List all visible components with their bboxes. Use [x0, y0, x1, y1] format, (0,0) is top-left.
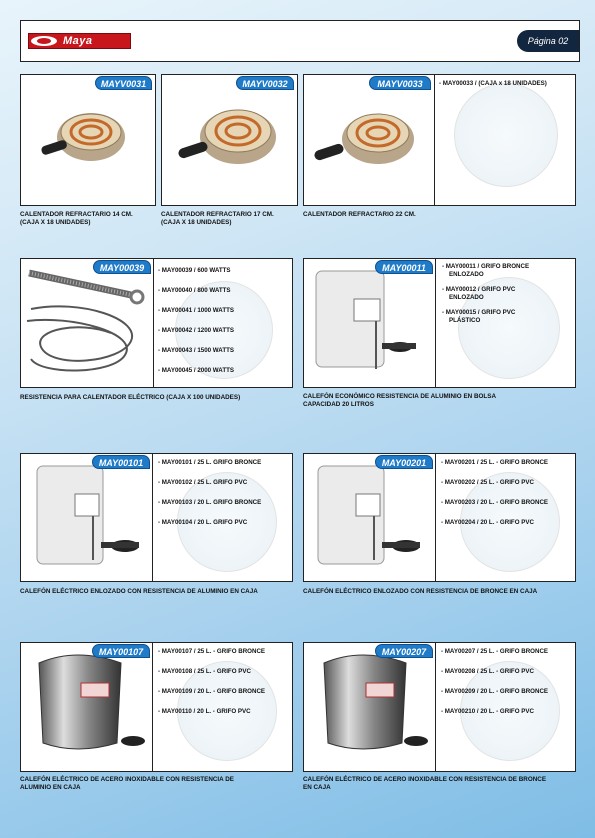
product-code-may00207: MAY00207	[375, 644, 433, 658]
product-code-may00201: MAY00201	[375, 455, 433, 469]
product-caption-mayv0031: CALENTADOR REFRACTARIO 14 CM. (CAJA X 18 UNIDADES)	[20, 211, 133, 226]
product-item-line: - MAY00202 / 25 L. - GRIFO PVC	[441, 479, 534, 486]
steel-water-heater-image	[21, 643, 151, 771]
refractory-heater-image	[162, 75, 297, 205]
product-item-line: PLÁSTICO	[449, 317, 481, 324]
product-item-line: - MAY00109 / 20 L. - GRIFO BRONCE	[158, 688, 266, 695]
brand-logo-oval-inner	[37, 38, 51, 44]
product-caption-may00011: CALEFÓN ECONÓMICO RESISTENCIA DE ALUMINIO EN BOLSA CAPACIDAD 20 LITROS	[303, 393, 496, 408]
steel-water-heater-image	[304, 643, 434, 771]
card-divider	[153, 259, 154, 387]
product-card-may00107	[20, 642, 293, 772]
card-divider	[434, 75, 435, 205]
product-card-mayv0032	[161, 74, 298, 206]
product-code-mayv0032: MAYV0032	[236, 76, 294, 90]
product-card-may00101	[20, 453, 293, 582]
card-divider	[152, 454, 153, 581]
product-item-line: - MAY00042 / 1200 WATTS	[158, 327, 234, 334]
product-item-line: - MAY00110 / 20 L. - GRIFO PVC	[158, 708, 251, 715]
product-item-line: - MAY00039 / 600 WATTS	[158, 267, 231, 274]
heating-coil-image	[21, 259, 153, 387]
water-heater-image	[304, 454, 434, 581]
card-divider	[435, 259, 436, 387]
product-card-may00011	[303, 258, 576, 388]
product-item-line: - MAY00201 / 25 L. - GRIFO BRONCE	[441, 459, 549, 466]
product-caption-may00107: CALEFÓN ELÉCTRICO DE ACERO INOXIDABLE CON RESISTENCIA DE ALUMINIO EN CAJA	[20, 776, 234, 791]
refractory-heater-image	[21, 75, 155, 205]
product-item-line: - MAY00015 / GRIFO PVC	[442, 309, 516, 316]
product-card-mayv0033	[303, 74, 576, 206]
watermark-seal	[454, 83, 558, 187]
product-item-line: - MAY00203 / 20 L. - GRIFO BRONCE	[441, 499, 549, 506]
page-number-badge: Página 02	[517, 30, 579, 52]
product-item-line: ENLOZADO	[449, 294, 484, 301]
product-item-line: - MAY00101 / 25 L. GRIFO BRONCE	[158, 459, 262, 466]
product-item-line: - MAY00041 / 1000 WATTS	[158, 307, 234, 314]
product-caption-may00201: CALEFÓN ELÉCTRICO ENLOZADO CON RESISTENCIA DE BRONCE EN CAJA	[303, 588, 538, 595]
refractory-heater-image	[304, 75, 434, 205]
brand-logo: Maya	[28, 33, 131, 49]
product-card-may00207	[303, 642, 576, 772]
product-item-line: - MAY00108 / 25 L. - GRIFO PVC	[158, 668, 251, 675]
card-divider	[152, 643, 153, 771]
product-caption-mayv0033: CALENTADOR REFRACTARIO 22 CM.	[303, 211, 416, 218]
product-card-mayv0031	[20, 74, 156, 206]
product-item-line: - MAY00040 / 800 WATTS	[158, 287, 231, 294]
product-item-line: - MAY00045 / 2000 WATTS	[158, 367, 234, 374]
product-code-mayv0033: MAYV0033	[369, 76, 431, 90]
product-item-line: - MAY00210 / 20 L. - GRIFO PVC	[441, 708, 534, 715]
product-item-line: - MAY00103 / 20 L. GRIFO BRONCE	[158, 499, 262, 506]
product-item-line: - MAY00209 / 20 L. - GRIFO BRONCE	[441, 688, 549, 695]
product-item-line: - MAY00011 / GRIFO BRONCE	[442, 263, 530, 270]
product-code-may00101: MAY00101	[92, 455, 150, 469]
product-item-line: - MAY00104 / 20 L. GRIFO PVC	[158, 519, 248, 526]
water-heater-image	[21, 454, 151, 581]
product-item-line: - MAY00012 / GRIFO PVC	[442, 286, 516, 293]
card-divider	[435, 643, 436, 771]
product-item-line: - MAY00102 / 25 L. GRIFO PVC	[158, 479, 248, 486]
product-code-may00011: MAY00011	[375, 260, 433, 274]
product-item-line: - MAY00207 / 25 L. - GRIFO BRONCE	[441, 648, 549, 655]
product-code-may00107: MAY00107	[92, 644, 150, 658]
product-caption-may00101: CALEFÓN ELÉCTRICO ENLOZADO CON RESISTENCIA DE ALUMINIO EN CAJA	[20, 588, 258, 595]
product-code-mayv0031: MAYV0031	[95, 76, 152, 90]
card-divider	[435, 454, 436, 581]
product-code-may00039: MAY00039	[93, 260, 151, 274]
water-heater-image	[304, 259, 434, 387]
product-item-line: - MAY00043 / 1500 WATTS	[158, 347, 234, 354]
product-caption-mayv0032: CALENTADOR REFRACTARIO 17 CM. (CAJA X 18 UNIDADES)	[161, 211, 274, 226]
product-item-line: - MAY00208 / 25 L. - GRIFO PVC	[441, 668, 534, 675]
product-caption-may00207: CALEFÓN ELÉCTRICO DE ACERO INOXIDABLE CON RESISTENCIA DE BRONCE EN CAJA	[303, 776, 547, 791]
product-item-line: ENLOZADO	[449, 271, 484, 278]
product-item-line: - MAY00107 / 25 L. - GRIFO BRONCE	[158, 648, 266, 655]
product-card-may00039	[20, 258, 293, 388]
product-item-line: - MAY00204 / 20 L. - GRIFO PVC	[441, 519, 534, 526]
product-caption-may00039: RESISTENCIA PARA CALENTADOR ELÉCTRICO (CAJA X 100 UNIDADES)	[20, 394, 241, 401]
product-item-line: - MAY00033 / (CAJA x 18 UNIDADES)	[439, 80, 547, 87]
product-card-may00201	[303, 453, 576, 582]
